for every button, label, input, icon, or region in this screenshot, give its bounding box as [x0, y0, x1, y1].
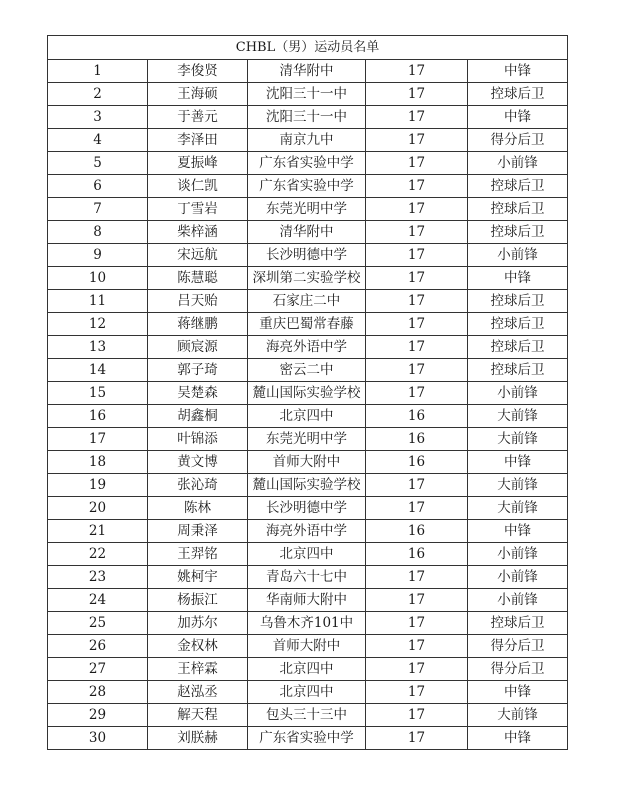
- table-row: [48, 83, 568, 106]
- player-school: 重庆巴蜀常春藤: [248, 313, 366, 336]
- player-school: 密云二中: [248, 359, 366, 382]
- player-school: 华南师大附中: [248, 589, 366, 612]
- player-number: 14: [48, 359, 148, 382]
- player-number: 16: [48, 405, 148, 428]
- player-name: 宋远航: [148, 244, 248, 267]
- player-number: 17: [48, 428, 148, 451]
- table-row: [48, 198, 568, 221]
- table-row: [48, 359, 568, 382]
- player-position: 小前锋: [468, 566, 568, 589]
- player-age: 17: [366, 681, 468, 704]
- player-name: 叶锦添: [148, 428, 248, 451]
- player-name: 加苏尔: [148, 612, 248, 635]
- player-age: 17: [366, 566, 468, 589]
- table-row: [48, 290, 568, 313]
- player-number: 26: [48, 635, 148, 658]
- table-row: [48, 474, 568, 497]
- player-age: 17: [366, 290, 468, 313]
- player-position: 小前锋: [468, 152, 568, 175]
- player-position: 中锋: [468, 60, 568, 83]
- player-number: 9: [48, 244, 148, 267]
- player-age: 16: [366, 543, 468, 566]
- player-age: 17: [366, 60, 468, 83]
- player-name: 夏振峰: [148, 152, 248, 175]
- player-age: 17: [366, 106, 468, 129]
- player-name: 顾宸源: [148, 336, 248, 359]
- player-position: 得分后卫: [468, 129, 568, 152]
- player-age: 16: [366, 405, 468, 428]
- player-name: 李俊贤: [148, 60, 248, 83]
- player-age: 17: [366, 83, 468, 106]
- player-age: 17: [366, 704, 468, 727]
- player-number: 8: [48, 221, 148, 244]
- player-name: 解天程: [148, 704, 248, 727]
- player-age: 17: [366, 382, 468, 405]
- player-age: 17: [366, 267, 468, 290]
- player-position: 得分后卫: [468, 658, 568, 681]
- player-position: 控球后卫: [468, 313, 568, 336]
- player-name: 蒋继鹏: [148, 313, 248, 336]
- table-row: [48, 106, 568, 129]
- player-number: 5: [48, 152, 148, 175]
- player-number: 22: [48, 543, 148, 566]
- player-school: 海亮外语中学: [248, 336, 366, 359]
- player-school: 首师大附中: [248, 451, 366, 474]
- table-row: [48, 405, 568, 428]
- table-row: [48, 589, 568, 612]
- player-school: 清华附中: [248, 221, 366, 244]
- player-position: 控球后卫: [468, 359, 568, 382]
- player-school: 首师大附中: [248, 635, 366, 658]
- roster-table: [47, 35, 568, 750]
- player-position: 小前锋: [468, 244, 568, 267]
- player-age: 17: [366, 658, 468, 681]
- table-row: [48, 152, 568, 175]
- player-position: 控球后卫: [468, 83, 568, 106]
- table-row: [48, 658, 568, 681]
- table-row: [48, 267, 568, 290]
- player-school: 清华附中: [248, 60, 366, 83]
- player-name: 郭子琦: [148, 359, 248, 382]
- player-name: 吴楚森: [148, 382, 248, 405]
- title-row: [48, 36, 568, 60]
- player-number: 27: [48, 658, 148, 681]
- table-row: [48, 543, 568, 566]
- player-name: 吕天贻: [148, 290, 248, 313]
- player-number: 2: [48, 83, 148, 106]
- player-school: 石家庄二中: [248, 290, 366, 313]
- player-age: 17: [366, 359, 468, 382]
- player-name: 周秉泽: [148, 520, 248, 543]
- player-number: 12: [48, 313, 148, 336]
- player-position: 控球后卫: [468, 290, 568, 313]
- player-name: 胡鑫桐: [148, 405, 248, 428]
- player-name: 张沁琦: [148, 474, 248, 497]
- table-row: [48, 612, 568, 635]
- table-row: [48, 681, 568, 704]
- player-name: 黄文博: [148, 451, 248, 474]
- player-position: 中锋: [468, 267, 568, 290]
- player-school: 南京九中: [248, 129, 366, 152]
- player-age: 17: [366, 474, 468, 497]
- player-position: 中锋: [468, 681, 568, 704]
- player-school: 北京四中: [248, 681, 366, 704]
- player-position: 大前锋: [468, 405, 568, 428]
- player-number: 18: [48, 451, 148, 474]
- player-school: 北京四中: [248, 543, 366, 566]
- player-school: 广东省实验中学: [248, 152, 366, 175]
- player-position: 控球后卫: [468, 612, 568, 635]
- player-number: 23: [48, 566, 148, 589]
- player-name: 赵泓丞: [148, 681, 248, 704]
- player-name: 柴梓涵: [148, 221, 248, 244]
- table-row: [48, 451, 568, 474]
- player-age: 17: [366, 635, 468, 658]
- table-title: CHBL（男）运动员名单: [48, 36, 568, 60]
- player-school: 青岛六十七中: [248, 566, 366, 589]
- table-row: [48, 520, 568, 543]
- player-name: 于善元: [148, 106, 248, 129]
- player-position: 控球后卫: [468, 336, 568, 359]
- player-number: 25: [48, 612, 148, 635]
- player-number: 29: [48, 704, 148, 727]
- player-name: 陈慧聪: [148, 267, 248, 290]
- table-row: [48, 313, 568, 336]
- player-age: 17: [366, 198, 468, 221]
- player-name: 金权林: [148, 635, 248, 658]
- player-position: 得分后卫: [468, 635, 568, 658]
- player-position: 大前锋: [468, 428, 568, 451]
- table-row: [48, 566, 568, 589]
- player-age: 17: [366, 497, 468, 520]
- player-school: 北京四中: [248, 405, 366, 428]
- player-age: 16: [366, 428, 468, 451]
- player-position: 大前锋: [468, 497, 568, 520]
- table-row: [48, 635, 568, 658]
- player-position: 小前锋: [468, 543, 568, 566]
- table-row: [48, 727, 568, 750]
- player-position: 大前锋: [468, 474, 568, 497]
- player-name: 王梓霖: [148, 658, 248, 681]
- player-position: 控球后卫: [468, 198, 568, 221]
- table-row: [48, 336, 568, 359]
- player-school: 广东省实验中学: [248, 175, 366, 198]
- player-age: 17: [366, 221, 468, 244]
- player-school: 东莞光明中学: [248, 198, 366, 221]
- player-age: 17: [366, 175, 468, 198]
- table-row: [48, 428, 568, 451]
- player-number: 11: [48, 290, 148, 313]
- player-school: 乌鲁木齐101中: [248, 612, 366, 635]
- player-number: 10: [48, 267, 148, 290]
- table-row: [48, 244, 568, 267]
- player-name: 刘朕赫: [148, 727, 248, 750]
- player-number: 1: [48, 60, 148, 83]
- player-school: 麓山国际实验学校: [248, 382, 366, 405]
- player-age: 16: [366, 520, 468, 543]
- player-position: 中锋: [468, 520, 568, 543]
- player-school: 沈阳三十一中: [248, 106, 366, 129]
- player-name: 王羿铭: [148, 543, 248, 566]
- player-age: 17: [366, 244, 468, 267]
- player-school: 东莞光明中学: [248, 428, 366, 451]
- player-age: 17: [366, 152, 468, 175]
- player-school: 沈阳三十一中: [248, 83, 366, 106]
- player-name: 杨振江: [148, 589, 248, 612]
- player-number: 7: [48, 198, 148, 221]
- player-number: 28: [48, 681, 148, 704]
- player-position: 小前锋: [468, 382, 568, 405]
- table-row: [48, 175, 568, 198]
- player-number: 30: [48, 727, 148, 750]
- player-position: 中锋: [468, 451, 568, 474]
- player-school: 深圳第二实验学校: [248, 267, 366, 290]
- player-name: 谈仁凯: [148, 175, 248, 198]
- player-number: 6: [48, 175, 148, 198]
- player-age: 17: [366, 129, 468, 152]
- player-number: 24: [48, 589, 148, 612]
- player-number: 3: [48, 106, 148, 129]
- player-school: 海亮外语中学: [248, 520, 366, 543]
- player-school: 长沙明德中学: [248, 244, 366, 267]
- player-name: 李泽田: [148, 129, 248, 152]
- player-school: 麓山国际实验学校: [248, 474, 366, 497]
- player-name: 姚柯宇: [148, 566, 248, 589]
- player-age: 17: [366, 313, 468, 336]
- player-number: 15: [48, 382, 148, 405]
- player-position: 大前锋: [468, 704, 568, 727]
- table-row: [48, 129, 568, 152]
- player-school: 长沙明德中学: [248, 497, 366, 520]
- player-age: 17: [366, 336, 468, 359]
- player-position: 控球后卫: [468, 221, 568, 244]
- player-name: 陈林: [148, 497, 248, 520]
- player-position: 控球后卫: [468, 175, 568, 198]
- player-name: 丁雪岩: [148, 198, 248, 221]
- player-number: 19: [48, 474, 148, 497]
- table-row: [48, 382, 568, 405]
- player-school: 北京四中: [248, 658, 366, 681]
- table-row: [48, 221, 568, 244]
- player-school: 包头三十三中: [248, 704, 366, 727]
- player-number: 21: [48, 520, 148, 543]
- player-school: 广东省实验中学: [248, 727, 366, 750]
- player-number: 13: [48, 336, 148, 359]
- player-age: 17: [366, 612, 468, 635]
- player-position: 中锋: [468, 106, 568, 129]
- player-age: 17: [366, 727, 468, 750]
- table-row: [48, 60, 568, 83]
- player-number: 20: [48, 497, 148, 520]
- player-name: 王海硕: [148, 83, 248, 106]
- roster-body: [48, 36, 568, 750]
- table-row: [48, 704, 568, 727]
- player-number: 4: [48, 129, 148, 152]
- player-age: 17: [366, 589, 468, 612]
- table-row: [48, 497, 568, 520]
- player-age: 16: [366, 451, 468, 474]
- player-position: 中锋: [468, 727, 568, 750]
- player-position: 小前锋: [468, 589, 568, 612]
